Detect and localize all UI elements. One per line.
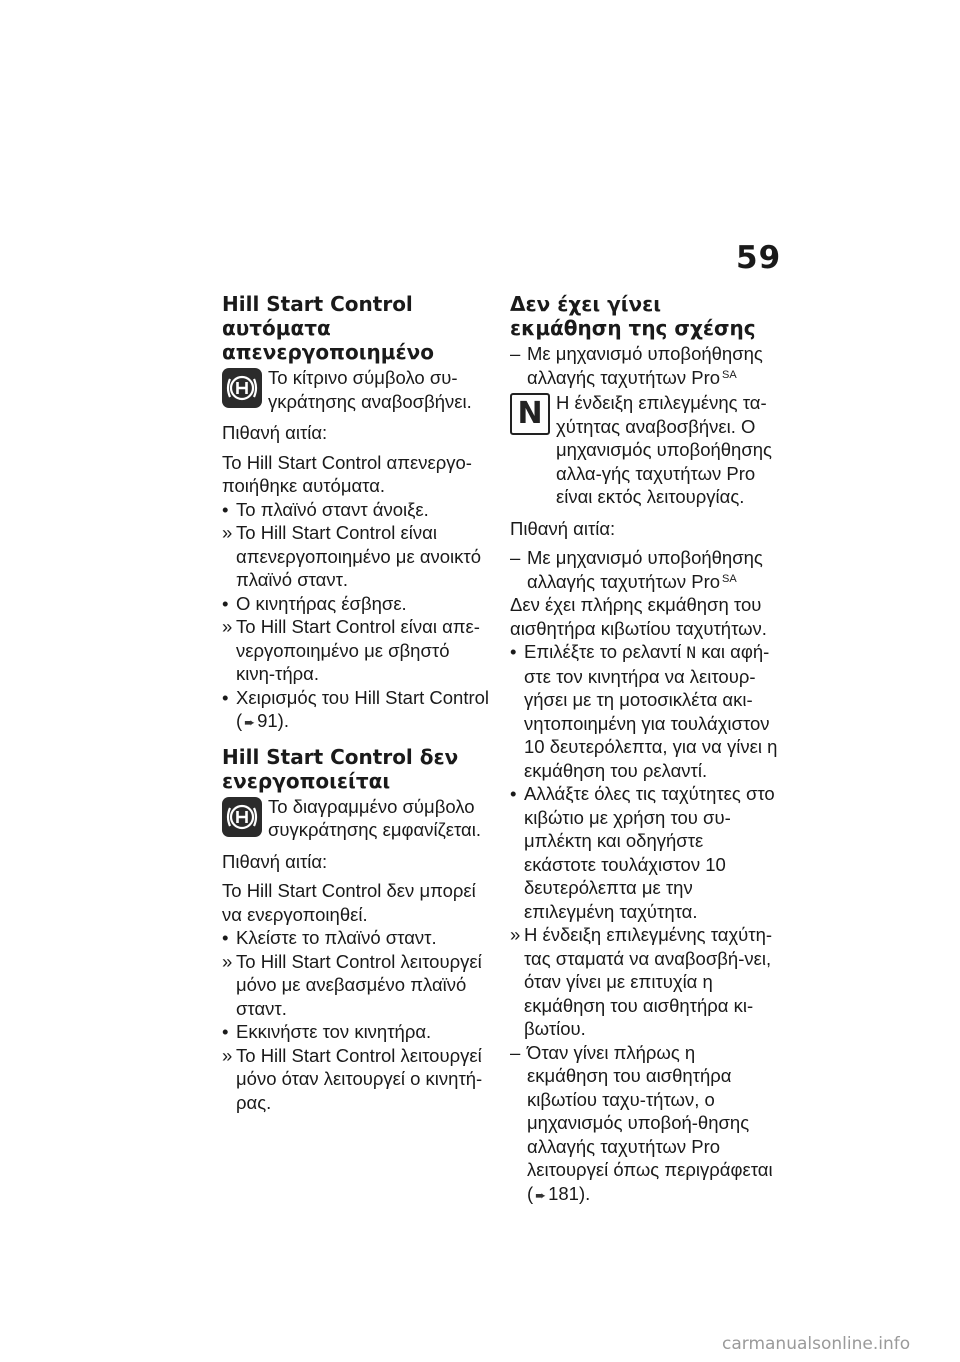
cause-label: Πιθανή αιτία: (222, 422, 328, 443)
watermark-footer: carmanualsonline.info (722, 1334, 911, 1354)
list-item-text: Το Hill Start Control λειτουργεί μόνο όταν λειτουργεί ο κινητή-ρας. (236, 1044, 483, 1113)
list-item-text: Το Hill Start Control είναι απενεργοποιημένο με ανοικτό πλαϊνό σταντ. (236, 522, 482, 590)
list-item (510, 923, 778, 1041)
page-number: 59 (736, 240, 782, 276)
dash-marker: – (510, 1041, 521, 1063)
dash-marker: – (510, 343, 521, 364)
list-item-text: και αφή-στε τον κινητήρα να λειτουρ-γήσει με τη μοτοσικλέτα ακι-νητοποιημένη για τουλάχιστον 10 δευτερόλεπτα, για να γίνει η εκμάθηση του ρελαντί. (524, 641, 778, 781)
symbol-row (510, 391, 778, 509)
list-item (510, 640, 778, 782)
result-marker: » (222, 1044, 233, 1066)
list-item (222, 1044, 490, 1115)
list-item (222, 592, 490, 616)
right-column (510, 292, 778, 1207)
condition-text: Όταν γίνει πλήρως η εκμάθηση του αισθητήρα κιβωτίου ταχυ-τήτων, ο μηχανισμός υποβοή-θησης αλλαγής ταχυτήτων Pro λειτουργεί όπως περιγράφεται (527, 1041, 773, 1180)
symbol-description: Το κίτρινο σύμβολο συ-γκράτησης αναβοσβήνει. (268, 367, 472, 412)
page-reference[interactable]: 181). (548, 1182, 591, 1204)
condition-text: Με μηχανισμό υποβοήθησης αλλαγής ταχυτήτων Pro (527, 343, 763, 388)
section-heading-no-learning: Δεν έχει γίνει εκμάθηση της σχέσης (510, 292, 756, 340)
cause-label: Πιθανή αιτία: (222, 850, 328, 872)
list-item-text: Αλλάξτε όλες τις ταχύτητες στο κιβώτιο με χρήση του συ-μπλέκτη και οδηγήστε εκάστοτε τουλάχιστον 10 δευτερόλεπτα με την επιλεγμένη ταχύτητα. (524, 783, 775, 922)
symbol-row (222, 795, 490, 842)
list-item (222, 926, 490, 950)
page-reference-arrow-icon: ➨ (244, 715, 256, 730)
symbol-row (222, 366, 490, 413)
hill-hold-crossed-icon (222, 797, 262, 837)
list-item-text: Ο κινητήρας έσβησε. (236, 592, 407, 614)
gear-indicator-n-icon: N (510, 393, 550, 435)
cause-text: Το Hill Start Control απενεργο-ποιήθηκε αυτόματα. (222, 451, 472, 496)
condition-item: – Όταν γίνει πλήρως η εκμάθηση του αισθητήρα κιβωτίου ταχυ-τήτων, ο μηχανισμός υποβοή-θησης αλλαγής ταχυτήτων Pro λειτουργεί όπως περιγράφεται ( ➨ 181). (510, 1041, 773, 1204)
list-item-text: Το Hill Start Control λειτουργεί μόνο με ανεβασμένο πλαϊνό σταντ. (236, 950, 482, 1019)
symbol-description: Η ένδειξη επιλεγμένης τα-χύτητας αναβοσβήνει. Ο μηχανισμός υποβοήθησης αλλα-γής ταχυτήτων Pro είναι εκτός λειτουργίας. (556, 392, 772, 507)
condition-item (510, 546, 778, 593)
list-item-text: Χειρισμός του Hill Start Control (236, 686, 490, 708)
list-item (222, 1020, 490, 1044)
section-heading-auto-disabled: Hill Start Control αυτόματα απενεργοποιημένο (222, 292, 434, 364)
symbol-description: Το διαγραμμένο σύμβολο συγκράτησης εμφανίζεται. (268, 795, 481, 840)
bullet-marker: • (222, 1021, 229, 1042)
list-item-text: Το Hill Start Control είναι απε-νεργοποιημένο με σβηστό κινη-τήρα. (236, 616, 480, 684)
list-item-text: Κλείστε το πλαϊνό σταντ. (236, 927, 437, 948)
bullet-marker: • (222, 686, 229, 708)
left-column (222, 292, 490, 1114)
cause-text: Δεν έχει πλήρης εκμάθηση του αισθητήρα κιβωτίου ταχυτήτων. (510, 594, 767, 639)
bullet-marker: • (222, 592, 229, 614)
section-heading-not-activated: Hill Start Control δεν ενεργοποιείται (222, 744, 459, 793)
bullet-marker: • (510, 783, 517, 804)
list-item: • Χειρισμός του Hill Start Control ( ➨ 91). (222, 686, 490, 731)
neutral-n-symbol: N (686, 643, 697, 662)
sa-superscript: SA (722, 368, 737, 381)
bullet-marker: • (222, 498, 229, 520)
page-reference-arrow-icon: ➨ (535, 1187, 547, 1203)
list-item (222, 498, 490, 522)
condition-text: Με μηχανισμό υποβοήθησης αλλαγής ταχυτήτων Pro (527, 547, 763, 592)
list-item-text: Το πλαϊνό σταντ άνοιξε. (236, 498, 429, 520)
list-item-text: Επιλέξτε το ρελαντί (524, 641, 682, 662)
result-marker: » (222, 522, 233, 543)
list-item-text: Η ένδειξη επιλεγμένης ταχύτη-τας σταματά να αναβοσβή-νει, όταν γίνει με επιτυχία η εκμάθηση του αισθητήρα κι-βωτίου. (524, 924, 773, 1039)
list-item (222, 950, 490, 1021)
result-marker: » (222, 950, 233, 972)
bullet-marker: • (510, 641, 517, 662)
list-item (510, 782, 778, 923)
page-reference[interactable]: 91). (257, 710, 289, 731)
condition-item (510, 342, 778, 389)
dash-marker: – (510, 547, 521, 568)
list-item (222, 521, 490, 592)
cause-text: Το Hill Start Control δεν μπορεί να ενεργοποιηθεί. (222, 880, 476, 925)
result-marker: » (510, 924, 521, 945)
list-item (222, 615, 490, 686)
list-item-text: Εκκινήστε τον κινητήρα. (236, 1021, 432, 1042)
cause-label: Πιθανή αιτία: (510, 517, 616, 539)
result-marker: » (222, 616, 233, 637)
sa-superscript: SA (722, 572, 737, 585)
hill-hold-icon (222, 368, 262, 408)
bullet-marker: • (222, 927, 229, 948)
